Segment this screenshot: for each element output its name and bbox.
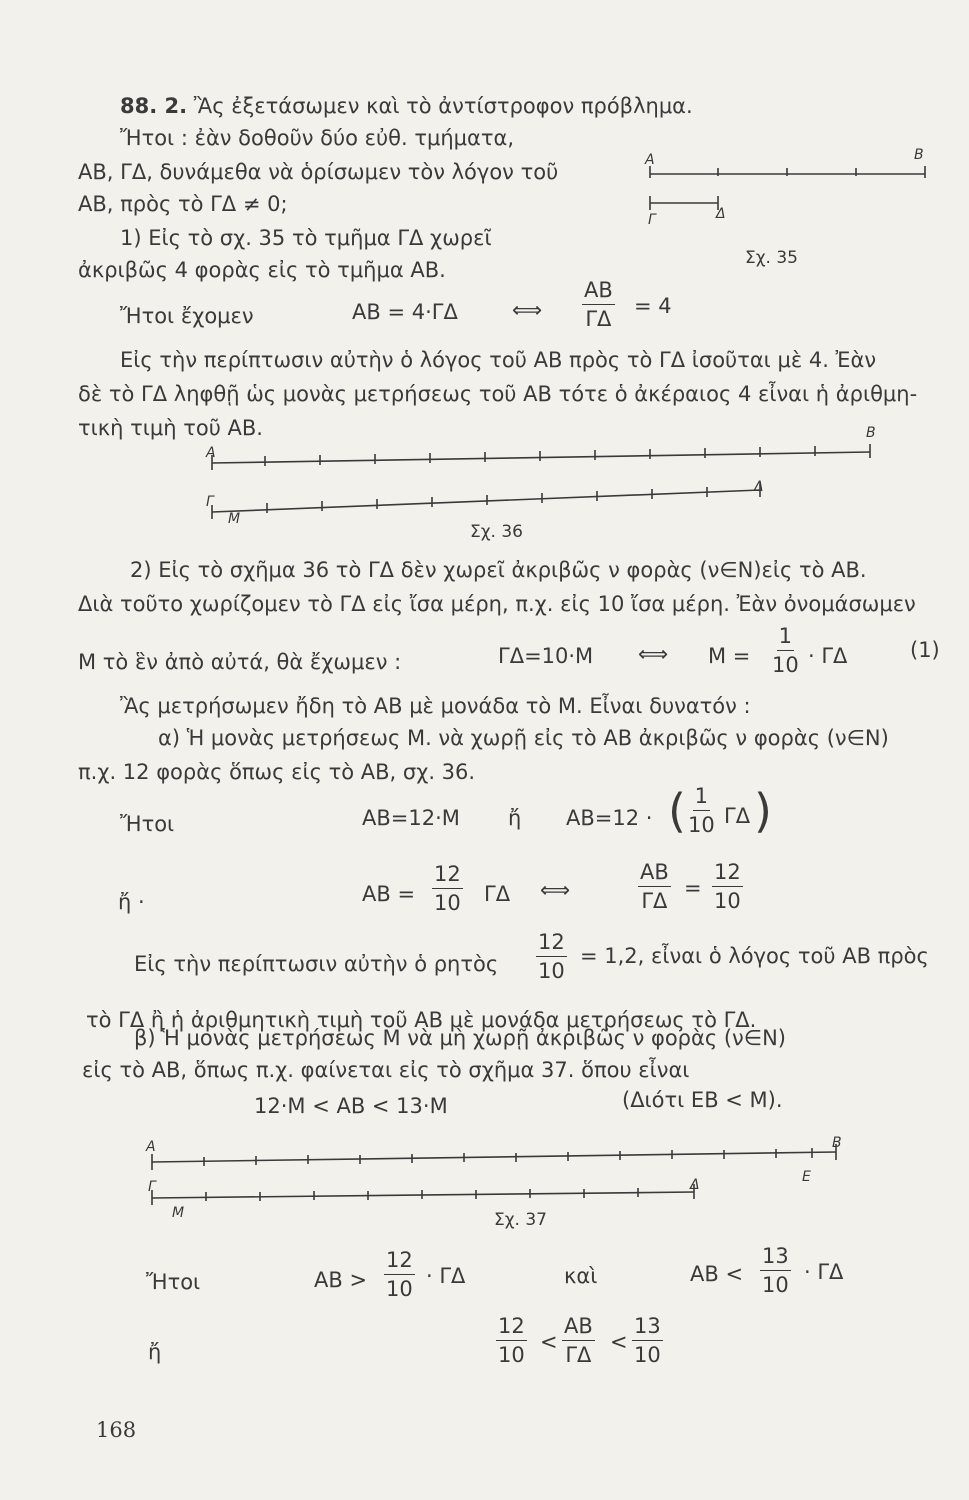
case-b-final-den-13: 10 [634, 1343, 661, 1367]
fig35-label-g: Γ [648, 212, 656, 228]
case-a-ratio-pre: Εἰς τὴν περίπτωσιν αὐτὴν ὁ ρητὸς [134, 952, 499, 976]
case-b-lt-1: < [540, 1330, 558, 1354]
case-b-final-frac-13 [632, 1316, 663, 1366]
paren-left: ( [668, 784, 686, 838]
figure-35 [650, 166, 925, 210]
case-b-frac-13 [760, 1246, 791, 1296]
case-b-kai: καὶ [564, 1264, 598, 1288]
case-b-gd-2: · ΓΔ [804, 1260, 844, 1284]
case1-line-2: ἀκριβῶς 4 φορὰς εἰς τὸ τμῆμα ΑΒ. [78, 258, 446, 282]
case-b-frac-12-den: 10 [386, 1277, 413, 1301]
case-a-line-2: π.χ. 12 φορὰς ὅπως εἰς τὸ ΑΒ, σχ. 36. [78, 760, 476, 784]
fig37-segment-gd [152, 1192, 694, 1198]
case-a-arrow: ⟺ [540, 878, 571, 902]
case-a-or-2: ἤ · [118, 890, 145, 914]
case2-eq1-right: Μ = [708, 644, 751, 668]
case-a-eq-d-equals: = [684, 876, 702, 900]
case-b-frac-12 [384, 1250, 415, 1300]
case1-frac-den: ΓΔ [585, 307, 612, 331]
fig36-segment-gd [212, 490, 760, 512]
case-a-eq-b-fraction [688, 786, 715, 836]
case-a-eq-b-den: 10 [688, 813, 715, 837]
case-a-etoi: Ἤτοι [120, 812, 175, 836]
intro-line-3: ΑΒ, πρὸς τὸ ΓΔ ≠ 0; [78, 192, 288, 216]
case-a-ratio-post: = 1,2, εἶναι ὁ λόγος τοῦ ΑΒ πρὸς [580, 944, 929, 968]
fig37-label-b: Β [832, 1135, 842, 1151]
fig37-label-e: Ε [802, 1169, 811, 1185]
fig37-label-a: Α [146, 1139, 156, 1155]
case-b-frac-13-den: 10 [762, 1273, 789, 1297]
case-b-frac-13-num: 13 [760, 1246, 791, 1271]
fig36-label-g: Γ [206, 494, 214, 510]
case-a-eq-d-den: ΓΔ [641, 889, 668, 913]
case2-line-3: Μ τὸ ἓν ἀπὸ αὐτά, θὰ ἔχωμεν : [78, 650, 402, 674]
case2-arrow: ⟺ [638, 642, 669, 666]
case-b-ab-lt: ΑΒ < [690, 1262, 744, 1286]
case-a-eq-b-tail: ΓΔ [724, 804, 751, 828]
fig37-label-m: Μ [172, 1205, 185, 1221]
fig36-caption: Σχ. 36 [470, 522, 524, 542]
case-b-etoi: Ἤτοι [146, 1270, 201, 1294]
case-a-eq-c-tail: ΓΔ [484, 882, 511, 906]
case-b-final-frac-ab [562, 1316, 595, 1366]
case-b-final-num-ab: ΑΒ [562, 1316, 595, 1341]
case-a-line-end: τὸ ΓΔ ἢ ἡ ἀριθμητικὴ τιμὴ τοῦ ΑΒ μὲ μονάδα μετρήσεως τὸ ΓΔ. [86, 1008, 757, 1032]
fig35-caption: Σχ. 35 [745, 248, 799, 268]
fig36-label-d: Δ [754, 479, 764, 495]
case2-line-1: 2) Εἰς τὸ σχῆμα 36 τὸ ΓΔ δὲν χωρεῖ ἀκριβῶς ν φορὰς (ν∈Ν)εἰς τὸ ΑΒ. [130, 558, 867, 582]
fig36-segment-ab [212, 452, 870, 463]
case-b-final-den-gd: ΓΔ [565, 1343, 592, 1367]
fig36-label-m: Μ [228, 511, 241, 527]
section-number: 88. 2. [120, 94, 188, 118]
case1-line-1: 1) Εἰς τὸ σχ. 35 τὸ τμῆμα ΓΔ χωρεῖ [120, 226, 492, 250]
case-b-or: ἤ [148, 1340, 162, 1364]
case-b-final-frac-12 [496, 1316, 527, 1366]
intro-line-1: Ἤτοι : ἐὰν δοθοῦν δύο εὐθ. τμήματα, [120, 126, 515, 150]
case2-eq1: ΓΔ=10·Μ [498, 644, 594, 668]
fig36-label-b: Β [866, 425, 876, 441]
section-heading-text: Ἂς ἐξετάσωμεν καὶ τὸ ἀντίστροφον πρόβλημα. [193, 94, 693, 118]
case1-eq-left: ΑΒ = 4·ΓΔ [352, 300, 458, 324]
case-a-eq-b: ΑΒ=12 · [566, 806, 653, 830]
case-a-or: ἤ [508, 806, 522, 830]
case2-line-2: Διὰ τοῦτο χωρίζομεν τὸ ΓΔ εἰς ἴσα μέρη, π.χ. εἰς 10 ἴσα μέρη. Ἐὰν ὀνομάσωμεν [78, 592, 916, 616]
case2-eq1-fraction [772, 626, 799, 676]
case-b-final-num-13: 13 [632, 1316, 663, 1341]
fig37-segment-ab [152, 1152, 836, 1162]
case1-fraction [582, 280, 615, 330]
figure-36 [212, 444, 870, 519]
equation-number-1: (1) [910, 638, 940, 662]
case-b-inequality: 12·Μ < ΑΒ < 13·Μ [254, 1094, 448, 1118]
case1-para-1: Εἰς τὴν περίπτωσιν αὐτὴν ὁ λόγος τοῦ ΑΒ πρὸς τὸ ΓΔ ἰσοῦται μὲ 4. Ἐὰν [120, 348, 877, 372]
case1-frac-num: ΑΒ [582, 280, 615, 305]
paren-right: ) [754, 784, 772, 838]
case-a-line-1: α) Ἡ μονὰς μετρήσεως Μ. νὰ χωρῇ εἰς τὸ ΑΒ ἀκριβῶς ν φορὰς (ν∈Ν) [158, 726, 889, 750]
case1-para-3: τικὴ τιμὴ τοῦ ΑΒ. [78, 416, 263, 440]
case-a-eq-c-fraction [432, 864, 463, 914]
case2-line-4: Ἂς μετρήσωμεν ἤδη τὸ ΑΒ μὲ μονάδα τὸ Μ. Εἶναι δυνατόν : [120, 694, 751, 718]
case-a-eq-d-num: ΑΒ [638, 862, 671, 887]
case1-eq-right: = 4 [634, 294, 672, 318]
case2-eq1-den: 10 [772, 653, 799, 677]
case-b-lt-2: < [610, 1330, 628, 1354]
case-a-ratio-fraction [536, 932, 567, 982]
case-b-gd-1: · ΓΔ [426, 1264, 466, 1288]
case-b-line-2: εἰς τὸ ΑΒ, ὅπως π.χ. φαίνεται εἰς τὸ σχῆμα 37. ὅπου εἶναι [82, 1058, 690, 1082]
case-a-eq-d-num-2: 12 [712, 862, 743, 887]
case-b-ab-gt: ΑΒ > [314, 1268, 368, 1292]
case-a-eq-d-fraction [638, 862, 671, 912]
case2-eq1-num: 1 [777, 626, 794, 651]
case-b-line-1: β) Ἡ μονὰς μετρήσεως Μ νὰ μὴ χωρῇ ἀκριβῶς ν φορὰς (ν∈Ν) [134, 1026, 786, 1050]
fig35-label-a: Α [645, 152, 655, 168]
case-b-final-num-12: 12 [496, 1316, 527, 1341]
case-b-frac-12-num: 12 [384, 1250, 415, 1275]
case1-para-2: δὲ τὸ ΓΔ ληφθῇ ὡς μονὰς μετρήσεως τοῦ ΑΒ τότε ὁ ἀκέραιος 4 εἶναι ἡ ἀριθμη- [78, 382, 918, 406]
fig35-label-b: Β [914, 147, 924, 163]
page-number: 168 [96, 1418, 137, 1442]
case-a-eq-d-fraction-2 [712, 862, 743, 912]
fig35-label-d: Δ [716, 206, 726, 222]
intro-line-2: ΑΒ, ΓΔ, δυνάμεθα νὰ ὁρίσωμεν τὸν λόγον τοῦ [78, 160, 559, 184]
case-b-final-den-12: 10 [498, 1343, 525, 1367]
fig37-caption: Σχ. 37 [494, 1210, 548, 1230]
case-a-eq-c: ΑΒ = [362, 882, 416, 906]
case-a-eq-b-num: 1 [693, 786, 710, 811]
case1-arrow: ⟺ [512, 298, 543, 322]
case-a-eq-d-den-2: 10 [714, 889, 741, 913]
case-a-ratio-den: 10 [538, 959, 565, 983]
case-a-eq-c-num: 12 [432, 864, 463, 889]
case-b-reason: (Διότι ΕΒ < Μ). [622, 1088, 783, 1112]
case2-eq1-tail: · ΓΔ [808, 644, 848, 668]
fig37-label-g: Γ [148, 1179, 156, 1195]
case1-etoi: Ἤτοι ἔχομεν [120, 304, 254, 328]
case-a-ratio-num: 12 [536, 932, 567, 957]
fig37-label-d: Δ [690, 1177, 700, 1193]
fig36-label-a: Α [206, 445, 216, 461]
case-a-eq-a: ΑΒ=12·Μ [362, 806, 460, 830]
figure-37 [152, 1144, 836, 1205]
case-a-eq-c-den: 10 [434, 891, 461, 915]
